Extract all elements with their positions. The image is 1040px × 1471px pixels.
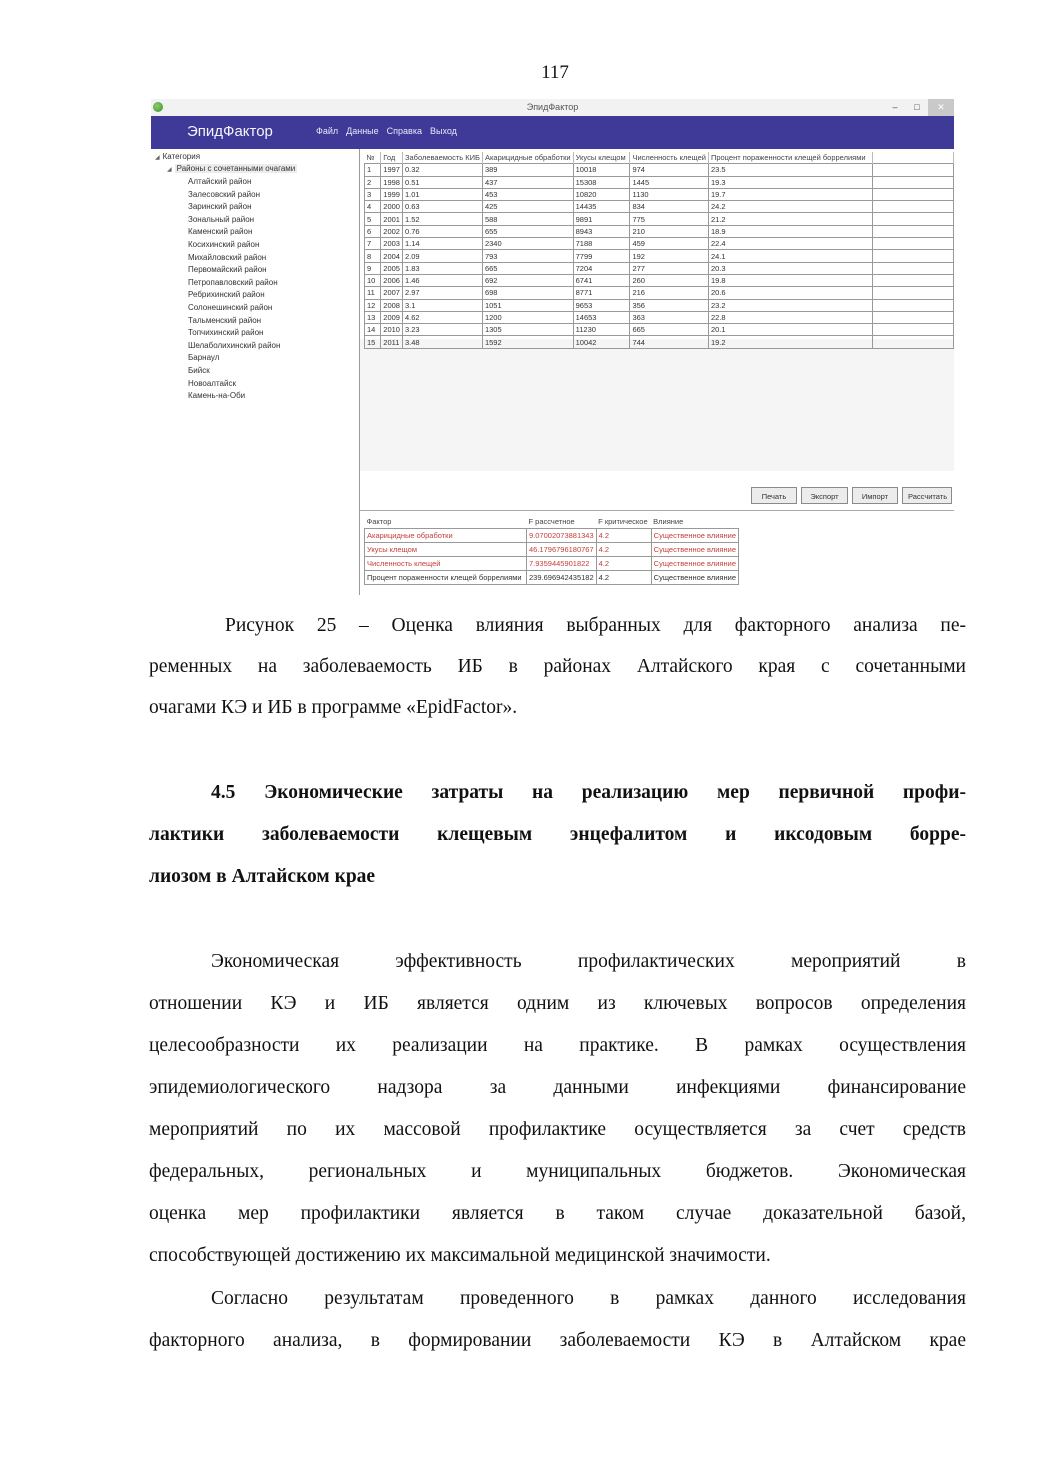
factor-row[interactable] [365,571,739,585]
table-cell[interactable]: 1.14 [402,238,482,250]
table-cell[interactable]: 8771 [573,287,630,299]
table-cell[interactable]: 210 [630,225,708,237]
grid-column-header[interactable]: № [365,152,381,164]
factor-row[interactable] [365,557,739,571]
print-button[interactable]: Печать [751,487,797,504]
tree-node-label: Тальменский район [188,315,262,325]
table-cell[interactable]: 2009 [381,311,403,323]
table-cell[interactable]: 1.46 [402,274,482,286]
paragraph-line: мероприятий по их массовой профилактике осуществляется за счет средств [149,1119,966,1140]
table-cell[interactable]: 1997 [381,164,403,176]
table-row[interactable] [365,164,954,176]
factors-table [364,515,739,585]
table-cell[interactable]: 363 [630,311,708,323]
tree-item-district[interactable] [188,215,254,224]
menu-help[interactable]: Справка [386,126,422,136]
table-cell[interactable]: 18.9 [708,225,872,237]
factor-cell[interactable]: Численность клещей [365,557,527,571]
table-cell[interactable]: 453 [482,188,573,200]
factor-cell[interactable]: 46.1796796180767 [527,543,597,557]
tree-node-label: Барнаул [188,353,220,363]
tree-item-district[interactable] [188,391,245,400]
table-cell[interactable]: 216 [630,287,708,299]
table-cell[interactable]: 0.51 [402,176,482,188]
table-cell[interactable]: 7188 [573,238,630,250]
table-cell[interactable]: 23.2 [708,299,872,311]
app-name: ЭпидФактор [187,123,273,140]
menu-exit[interactable]: Выход [429,126,457,136]
table-cell[interactable]: 22.8 [708,311,872,323]
table-row[interactable] [365,324,954,336]
tree-node-label: Солонешинский район [188,303,273,312]
table-cell[interactable]: 11 [365,287,381,299]
tree-node-label: Ребрихинский район [188,290,265,300]
expand-arrow-icon[interactable]: ◢ [167,167,172,173]
table-row[interactable] [365,336,954,348]
caption-line: очагами КЭ и ИБ в программе «EpidFactor». [149,697,518,718]
tree-item-district[interactable] [188,240,259,249]
table-cell-empty [872,225,953,237]
table-cell[interactable]: 1998 [381,176,403,188]
table-cell[interactable]: 2002 [381,225,403,237]
table-cell[interactable]: 2001 [381,213,403,225]
table-cell[interactable]: 2011 [381,336,403,348]
table-cell[interactable]: 20.3 [708,262,872,274]
table-cell-empty [872,287,953,299]
table-cell[interactable]: 2.09 [402,250,482,262]
table-cell[interactable]: 437 [482,176,573,188]
table-cell-empty [872,311,953,323]
grid-column-header[interactable]: Заболеваемость КИБ [402,152,482,164]
table-cell[interactable]: 698 [482,287,573,299]
app-screenshot [151,99,954,595]
menu-data[interactable]: Данные [346,126,379,136]
tree-node-label: Шелаболихинский район [188,340,281,350]
table-cell[interactable]: 1445 [630,176,708,188]
table-cell[interactable]: 3.48 [402,336,482,348]
table-cell[interactable]: 19.8 [708,274,872,286]
factor-cell[interactable]: 239.696942435182 [527,571,597,585]
paragraph-line: эпидемиологического надзора за данными инфекциями финансирование [149,1077,966,1098]
table-cell[interactable]: 1999 [381,188,403,200]
grid-column-header[interactable]: Численность клещей [630,152,708,164]
table-cell[interactable]: 1051 [482,299,573,311]
table-cell[interactable]: 7 [365,238,381,250]
table-cell[interactable]: 7799 [573,250,630,262]
heading-line: лактики заболеваемости клещевым энцефалитом и иксодовым борре- [149,824,966,845]
table-row[interactable] [365,225,954,237]
table-row[interactable] [365,287,954,299]
tree-item-district[interactable] [188,290,265,299]
factor-row[interactable] [365,543,739,557]
paragraph-line: факторного анализа, в формировании заболеваемости КЭ в Алтайском крае [149,1330,966,1351]
tree-node-group[interactable] [167,164,297,173]
heading-line: лиозом в Алтайском крае [149,866,376,887]
table-cell[interactable]: 9653 [573,299,630,311]
tree-item-district[interactable] [188,316,261,325]
factor-cell[interactable]: Существенное влияние [651,543,738,557]
table-cell-empty [872,274,953,286]
table-cell-empty [872,250,953,262]
table-cell[interactable]: 2007 [381,287,403,299]
paragraph-1 [149,941,966,1277]
factor-cell[interactable]: Существенное влияние [651,571,738,585]
paragraph-line: оценка мер профилактики является в таком случае доказательной базой, [149,1203,966,1224]
tree-item-district[interactable] [188,177,251,186]
table-cell[interactable]: 9891 [573,213,630,225]
table-cell[interactable]: 8943 [573,225,630,237]
grid-column-filler [872,152,953,164]
table-cell[interactable]: 7204 [573,262,630,274]
grid-column-header[interactable]: Акарицидные обработки [482,152,573,164]
table-cell-empty [872,238,953,250]
table-cell[interactable]: 0.76 [402,225,482,237]
tree-node-label: Алтайский район [188,177,252,186]
minimize-icon[interactable]: – [892,102,898,112]
menu-file[interactable]: Файл [316,126,339,136]
factor-cell[interactable]: 4.2 [596,529,651,543]
table-cell[interactable]: 19.3 [708,176,872,188]
factor-cell[interactable]: 4.2 [596,571,651,585]
tree-item-district[interactable] [188,265,267,274]
table-cell[interactable]: 8 [365,250,381,262]
table-cell[interactable]: 260 [630,274,708,286]
table-cell[interactable]: 1 [365,164,381,176]
grid-column-header[interactable]: Процент пораженности клещей боррелиями [708,152,872,164]
table-row[interactable] [365,213,954,225]
factor-column-header[interactable]: Влияние [653,517,684,526]
factor-cell[interactable]: Существенное влияние [651,529,738,543]
app-header [151,116,954,149]
table-cell-empty [872,336,953,348]
table-cell[interactable]: 425 [482,201,573,213]
table-cell[interactable]: 11230 [573,324,630,336]
table-cell[interactable]: 2003 [381,238,403,250]
table-cell[interactable]: 23.5 [708,164,872,176]
table-row[interactable] [365,238,954,250]
factor-cell[interactable]: 4.2 [596,557,651,571]
tree-item-district[interactable] [188,278,278,287]
table-cell[interactable]: 0.32 [402,164,482,176]
table-row[interactable] [365,250,954,262]
page-number: 117 [541,62,569,83]
grid-column-header[interactable]: Год [381,152,403,164]
table-cell[interactable]: 2 [365,176,381,188]
table-cell[interactable]: 588 [482,213,573,225]
tree-node-label: Каменский район [188,227,253,237]
factor-cell[interactable]: Укусы клещом [365,543,527,557]
table-cell[interactable]: 1592 [482,336,573,348]
table-cell[interactable]: 1.52 [402,213,482,225]
caption-line: ременных на заболеваемость ИБ в районах Алтайского края с сочетанными [149,656,966,677]
table-cell-empty [872,299,953,311]
table-cell[interactable]: 3 [365,188,381,200]
table-cell[interactable]: 6741 [573,274,630,286]
tree-item-district[interactable] [188,190,260,199]
table-row[interactable] [365,311,954,323]
tree-node-label: Камень-на-Оби [188,391,246,401]
table-cell[interactable]: 974 [630,164,708,176]
tree-item-district[interactable] [188,227,252,236]
factor-column-header[interactable]: F критическое [598,517,648,526]
tree-node-category[interactable] [155,152,200,161]
table-cell[interactable]: 2000 [381,201,403,213]
table-cell[interactable]: 24.1 [708,250,872,262]
tree-node-label: Районы с сочетанными очагами [176,164,296,173]
category-tree [151,149,359,595]
action-buttons [751,487,952,504]
factor-cell[interactable]: Акарицидные обработки [365,529,527,543]
table-cell[interactable]: 459 [630,238,708,250]
table-cell[interactable]: 1200 [482,311,573,323]
tree-node-label: Зональный район [188,214,255,224]
table-cell[interactable]: 4.62 [402,311,482,323]
table-cell[interactable]: 277 [630,262,708,274]
table-cell[interactable]: 10018 [573,164,630,176]
table-cell[interactable]: 4 [365,201,381,213]
table-cell[interactable]: 692 [482,274,573,286]
caption-line: Рисунок 25 – Оценка влияния выбранных для факторного анализа пе- [225,615,966,636]
tree-node-label: Категория [162,152,201,161]
paragraph-line: федеральных, региональных и муниципальных бюджетов. Экономическая [149,1161,966,1182]
close-icon[interactable]: ✕ [928,99,954,116]
tree-item-district[interactable] [188,253,266,262]
table-cell[interactable]: 1130 [630,188,708,200]
table-row[interactable] [365,299,954,311]
table-cell-empty [872,176,953,188]
figure-caption [149,605,966,728]
paragraph-2 [149,1278,966,1362]
table-cell[interactable]: 10 [365,274,381,286]
factor-cell[interactable]: Процент пораженности клещей боррелиями [365,571,527,585]
tree-item-district[interactable] [188,353,219,362]
table-cell[interactable]: 14 [365,324,381,336]
tree-item-district[interactable] [188,303,272,312]
factor-cell[interactable]: Существенное влияние [651,557,738,571]
table-cell[interactable]: 2008 [381,299,403,311]
table-cell[interactable]: 356 [630,299,708,311]
table-cell[interactable]: 5 [365,213,381,225]
table-cell[interactable]: 3.23 [402,324,482,336]
paragraph-line: целесообразности их реализации на практике. В рамках осуществления [149,1035,966,1056]
paragraph-line: отношении КЭ и ИБ является одним из ключевых вопросов определения [149,993,966,1014]
tree-node-label: Первомайский район [188,265,267,275]
table-cell[interactable]: 2004 [381,250,403,262]
table-cell[interactable]: 10042 [573,336,630,348]
table-row[interactable] [365,262,954,274]
table-cell[interactable]: 19.2 [708,336,872,348]
calculate-button[interactable]: Рассчитать [902,487,952,504]
table-cell[interactable]: 665 [630,324,708,336]
tree-item-district[interactable] [188,341,280,350]
paragraph-line: Согласно результатам проведенного в рамках данного исследования [211,1288,966,1309]
menu-bar [316,126,457,136]
table-cell[interactable]: 3.1 [402,299,482,311]
tree-item-district[interactable] [188,328,263,337]
paragraph-line: способствующей достижению их максимальной медицинской значимости. [149,1245,771,1266]
table-cell[interactable]: 19.7 [708,188,872,200]
export-button[interactable]: Экспорт [801,487,848,504]
table-cell[interactable]: 15 [365,336,381,348]
tree-node-label: Бийск [188,366,210,375]
paragraph-line: Экономическая эффективность профилактических мероприятий в [211,951,966,972]
table-cell[interactable]: 9 [365,262,381,274]
tree-item-district[interactable] [188,202,252,211]
factor-column-header[interactable]: F рассчетное [528,517,575,526]
tree-node-label: Новоалтайск [188,378,236,388]
table-cell[interactable]: 12 [365,299,381,311]
table-cell-empty [872,324,953,336]
factor-cell[interactable]: 7.9359445901822 [527,557,597,571]
table-cell-empty [872,201,953,213]
table-cell[interactable]: 775 [630,213,708,225]
table-cell[interactable]: 793 [482,250,573,262]
factor-column-header[interactable]: Фактор [366,517,392,526]
tree-node-label: Топчихинский район [188,328,264,338]
factor-cell[interactable]: 4.2 [596,543,651,557]
tree-item-district[interactable] [188,379,236,388]
table-row[interactable] [365,201,954,213]
import-button[interactable]: Импорт [852,487,898,504]
table-cell[interactable]: 2006 [381,274,403,286]
table-cell[interactable]: 21.2 [708,213,872,225]
table-cell[interactable]: 2.97 [402,287,482,299]
table-row[interactable] [365,188,954,200]
table-cell[interactable]: 389 [482,164,573,176]
table-cell[interactable]: 744 [630,336,708,348]
table-cell[interactable]: 10820 [573,188,630,200]
table-cell[interactable]: 6 [365,225,381,237]
window-titlebar [151,99,954,116]
grid-empty-area [360,339,954,471]
table-cell[interactable]: 20.6 [708,287,872,299]
window-title: ЭпидФактор [526,102,579,112]
table-cell-empty [872,213,953,225]
table-cell[interactable]: 665 [482,262,573,274]
table-cell[interactable]: 14435 [573,201,630,213]
table-cell[interactable]: 22.4 [708,238,872,250]
table-cell[interactable]: 13 [365,311,381,323]
table-cell[interactable]: 2010 [381,324,403,336]
table-cell[interactable]: 192 [630,250,708,262]
tree-node-label: Заринский район [188,202,252,212]
grid-column-header[interactable]: Укусы клещом [573,152,630,164]
section-heading [149,772,966,898]
table-cell-empty [872,262,953,274]
factor-cell[interactable]: 9.07002073881343 [527,529,597,543]
table-row[interactable] [365,274,954,286]
table-cell-empty [872,188,953,200]
tree-item-district[interactable] [188,366,210,375]
table-cell[interactable]: 0.63 [402,201,482,213]
tree-node-label: Косихинский район [188,240,260,249]
table-cell[interactable]: 655 [482,225,573,237]
table-cell-empty [872,164,953,176]
table-cell[interactable]: 15308 [573,176,630,188]
table-cell[interactable]: 1.83 [402,262,482,274]
table-cell[interactable]: 14653 [573,311,630,323]
tree-node-label: Михайловский район [188,252,267,262]
table-cell[interactable]: 834 [630,201,708,213]
maximize-icon[interactable]: □ [914,102,920,112]
table-cell[interactable]: 20.1 [708,324,872,336]
table-cell[interactable]: 1.01 [402,188,482,200]
table-cell[interactable]: 24.2 [708,201,872,213]
table-cell[interactable]: 2005 [381,262,403,274]
heading-line: 4.5 Экономические затраты на реализацию мер первичной профи- [211,782,966,803]
data-grid [364,152,954,349]
table-row[interactable] [365,176,954,188]
tree-node-label: Залесовский район [188,189,260,199]
tree-node-label: Петропавловский район [188,277,278,287]
table-cell[interactable]: 2340 [482,238,573,250]
expand-arrow-icon[interactable]: ◢ [155,155,160,161]
table-cell[interactable]: 1305 [482,324,573,336]
factor-row[interactable] [365,529,739,543]
